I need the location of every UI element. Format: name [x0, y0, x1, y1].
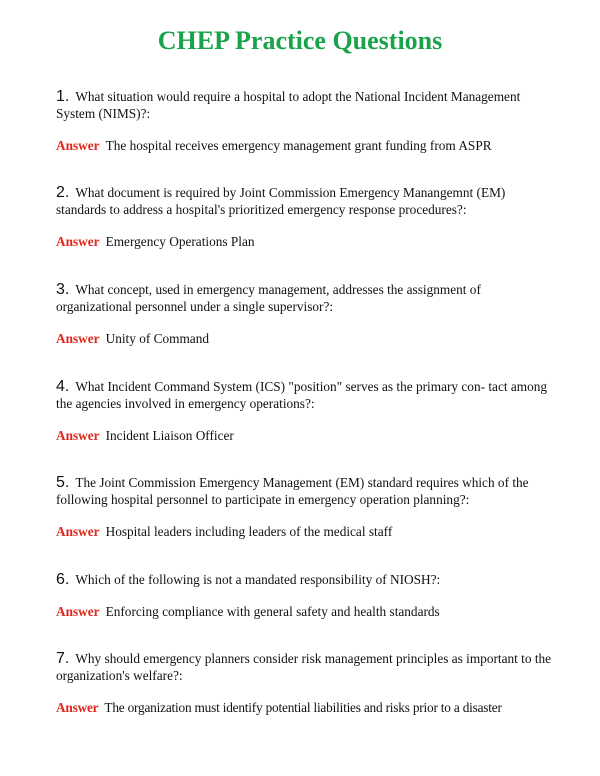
- answer-label: Answer: [56, 604, 100, 619]
- question-text: [56, 571, 556, 588]
- answer-body: Hospital leaders including leaders of the medical staff: [105, 524, 393, 539]
- answer-body: The hospital receives emergency management grant funding from ASPR: [105, 138, 492, 153]
- question-item-2: [56, 184, 556, 249]
- answer-label: Answer: [56, 700, 99, 715]
- answer-text: [56, 427, 234, 444]
- question-text: [56, 378, 556, 412]
- question-item-5: [56, 474, 556, 539]
- answer-label: Answer: [56, 428, 100, 443]
- answer-label: Answer: [56, 138, 100, 153]
- question-number: 2.: [56, 184, 70, 201]
- answer-text: [56, 330, 209, 347]
- question-number: 3.: [56, 281, 70, 298]
- question-text: [56, 88, 556, 122]
- answer-body: Enforcing compliance with general safety and health standards: [105, 604, 440, 619]
- answer-label: Answer: [56, 524, 100, 539]
- question-number: 6.: [56, 571, 70, 588]
- answer-body: Unity of Command: [105, 331, 210, 346]
- question-body: What concept, used in emergency management, addresses the assignment of organizational personnel under a single supervisor?:: [56, 282, 481, 314]
- answer-label: Answer: [56, 234, 100, 249]
- answer-label: Answer: [56, 331, 100, 346]
- question-item-4: [56, 378, 556, 443]
- question-item-6: [56, 571, 556, 619]
- question-item-1: [56, 88, 556, 153]
- answer-text: [56, 603, 440, 620]
- question-number: 4.: [56, 378, 70, 395]
- answer-text: [56, 233, 255, 250]
- question-number: 1.: [56, 88, 70, 105]
- question-number: 7.: [56, 650, 70, 667]
- question-text: [56, 650, 556, 684]
- page-title: CHEP Practice Questions: [157, 26, 443, 55]
- question-body: Which of the following is not a mandated responsibility of NIOSH?:: [75, 572, 441, 587]
- question-body: Why should emergency planners consider risk management principles as important to the organization's welfare?:: [56, 651, 552, 683]
- answer-body: Incident Liaison Officer: [105, 428, 234, 443]
- question-text: [56, 281, 556, 315]
- question-item-7: [56, 650, 556, 715]
- question-number: 5.: [56, 474, 70, 491]
- answer-text: [56, 137, 492, 154]
- question-body: What situation would require a hospital to adopt the National Incident Management System (NIMS)?:: [56, 89, 521, 121]
- question-body: What Incident Command System (ICS) "position" serves as the primary con- tact among the agencies involved in emergency operations?:: [56, 379, 548, 411]
- question-body: What document is required by Joint Commission Emergency Manangemnt (EM) standards to address a hospital's prioritized emergency response procedures?:: [56, 185, 506, 217]
- question-text: [56, 474, 556, 508]
- answer-text: [56, 523, 392, 540]
- answer-body: The organization must identify potential liabilities and risks prior to a disaster: [104, 700, 502, 715]
- question-text: [56, 184, 556, 218]
- question-item-3: [56, 281, 556, 346]
- answer-text: [56, 699, 502, 716]
- answer-body: Emergency Operations Plan: [105, 234, 255, 249]
- question-body: The Joint Commission Emergency Management (EM) standard requires which of the following hospital personnel to participate in emergency operation planning?:: [56, 475, 529, 507]
